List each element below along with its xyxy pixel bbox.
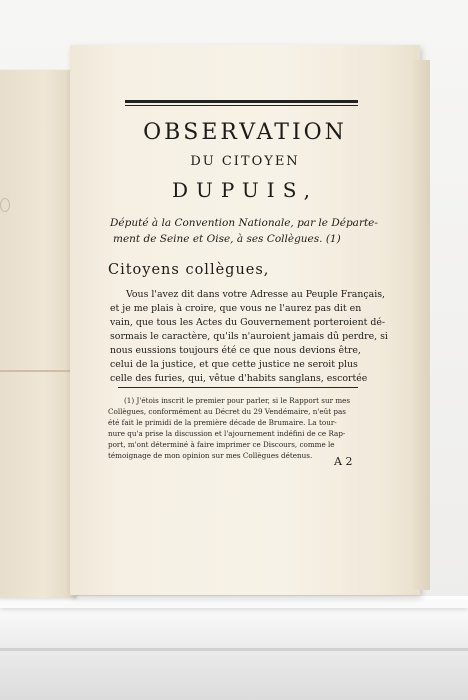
body-line: celui de la justice, et que cette justice ne seroit plus bbox=[110, 359, 358, 370]
page-title: OBSERVATION bbox=[143, 120, 347, 145]
shelf-edge bbox=[0, 600, 468, 608]
subtitle-line-1: DU CITOYEN bbox=[190, 154, 300, 169]
signature-mark: A 2 bbox=[334, 455, 353, 468]
footnote-line: nure qu'a prise la discussion et l'ajournement indéfini de ce Rap- bbox=[108, 429, 346, 438]
back-page bbox=[0, 70, 76, 598]
footnote-rule bbox=[118, 387, 358, 388]
body-line: celle des furies, qui, vêtue d'habits sanglans, escortée bbox=[110, 373, 368, 384]
footnote-line: témoignage de mon opinion sur mes Collègues détenus. bbox=[108, 451, 313, 460]
deputy-line-1: Député à la Convention Nationale, par le Départe- bbox=[110, 217, 378, 229]
footnote-line: (1) J'étois inscrit le premier pour parler, si le Rapport sur mes bbox=[124, 396, 351, 405]
body-line: Vous l'avez dit dans votre Adresse au Peuple Français, bbox=[126, 289, 385, 300]
deputy-line-2: ment de Seine et Oise, à ses Collègues. (1) bbox=[113, 233, 341, 245]
body-line: sormais le caractère, qu'ils n'auroient jamais dû perdre, si bbox=[110, 331, 388, 342]
deputy-description bbox=[110, 215, 378, 247]
salutation-heading: Citoyens collègues, bbox=[108, 262, 270, 278]
shelf-groove bbox=[0, 648, 468, 651]
body-line: nous eussions toujours été ce que nous devions être, bbox=[110, 345, 361, 356]
footnote-line: Collègues, conformément au Décret du 29 Vendémaire, n'eût pas bbox=[108, 407, 346, 416]
page-fold bbox=[0, 370, 76, 372]
stain-mark bbox=[0, 198, 10, 212]
footnote-line: été fait le primidi de la première décade de Brumaire. La tour- bbox=[108, 418, 337, 427]
subtitle-line-2: DUPUIS, bbox=[171, 178, 319, 202]
body-line: et je me plais à croire, que vous ne l'aurez pas dit en bbox=[110, 303, 362, 314]
body-line: vain, que tous les Actes du Gouvernement porteroient dé- bbox=[110, 317, 386, 328]
header-rule bbox=[125, 100, 358, 106]
footnote-line: port, m'ont déterminé à faire imprimer ce Discours, comme le bbox=[108, 440, 335, 449]
